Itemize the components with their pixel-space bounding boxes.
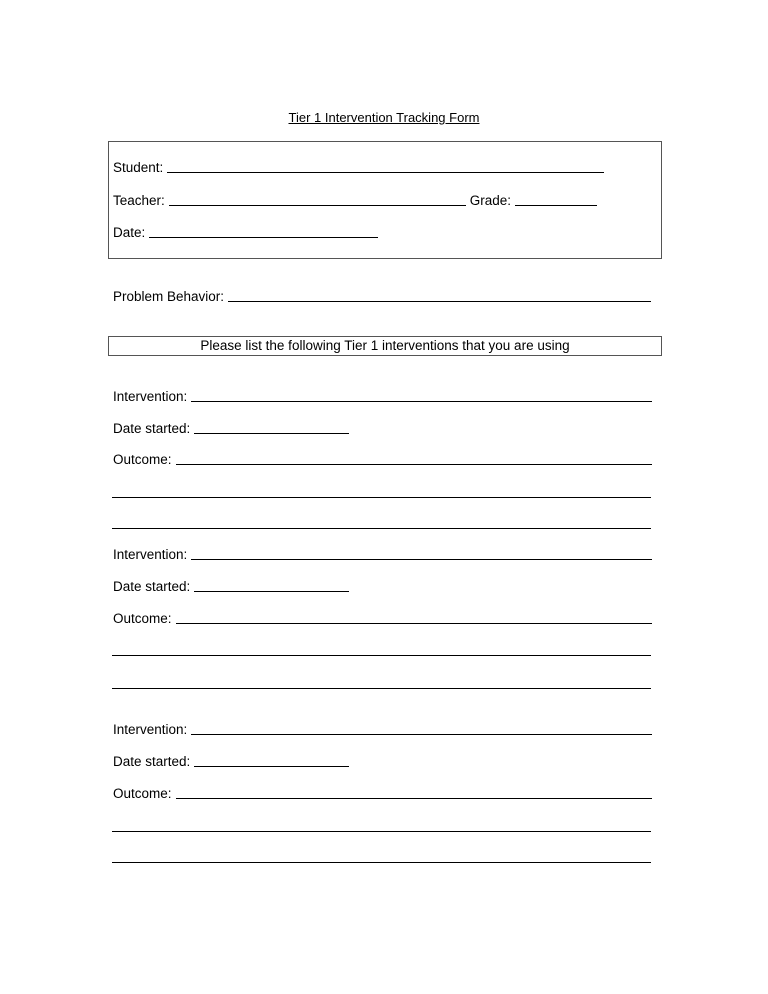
- outcome-row: [113, 450, 652, 468]
- problem-behavior-label: Problem Behavior:: [113, 289, 225, 304]
- outcome-continuation-line[interactable]: [112, 528, 651, 529]
- outcome-label: Outcome:: [113, 611, 172, 626]
- intervention-label: Intervention:: [113, 722, 188, 737]
- date-started-label: Date started:: [113, 421, 191, 436]
- outcome-field[interactable]: [176, 797, 652, 799]
- student-label: Student:: [113, 160, 164, 175]
- outcome-label: Outcome:: [113, 786, 172, 801]
- instructions-text: Please list the following Tier 1 interventions that you are using: [200, 338, 570, 353]
- outcome-label: Outcome:: [113, 452, 172, 467]
- instructions-banner: [108, 336, 662, 356]
- intervention-row: [113, 387, 652, 405]
- outcome-field[interactable]: [176, 463, 652, 465]
- intervention-label: Intervention:: [113, 389, 188, 404]
- date-started-field[interactable]: [194, 590, 349, 592]
- problem-behavior-field[interactable]: [228, 300, 651, 302]
- date-started-row: [113, 752, 349, 770]
- intervention-field[interactable]: [191, 733, 652, 735]
- student-row: [113, 158, 604, 176]
- date-field[interactable]: [149, 236, 378, 238]
- outcome-continuation-line[interactable]: [112, 862, 651, 863]
- date-started-field[interactable]: [194, 432, 349, 434]
- outcome-row: [113, 609, 652, 627]
- date-started-row: [113, 419, 349, 437]
- date-started-label: Date started:: [113, 579, 191, 594]
- date-started-label: Date started:: [113, 754, 191, 769]
- outcome-field[interactable]: [176, 622, 652, 624]
- date-label: Date:: [113, 225, 146, 240]
- teacher-label: Teacher:: [113, 193, 165, 208]
- teacher-row: [113, 191, 597, 209]
- intervention-field[interactable]: [191, 558, 652, 560]
- outcome-continuation-line[interactable]: [112, 688, 651, 689]
- outcome-continuation-line[interactable]: [112, 831, 651, 832]
- outcome-row: [113, 784, 652, 802]
- form-title: Tier 1 Intervention Tracking Form: [288, 110, 480, 125]
- date-started-row: [113, 577, 349, 595]
- problem-behavior-row: [113, 287, 651, 305]
- date-row: [113, 223, 378, 241]
- intervention-row: [113, 545, 652, 563]
- outcome-continuation-line[interactable]: [112, 655, 651, 656]
- date-started-field[interactable]: [194, 765, 349, 767]
- student-field[interactable]: [167, 171, 604, 173]
- intervention-label: Intervention:: [113, 547, 188, 562]
- grade-label: Grade:: [469, 193, 512, 208]
- outcome-continuation-line[interactable]: [112, 497, 651, 498]
- intervention-row: [113, 720, 652, 738]
- intervention-field[interactable]: [191, 400, 652, 402]
- grade-field[interactable]: [515, 204, 597, 206]
- teacher-field[interactable]: [169, 204, 466, 206]
